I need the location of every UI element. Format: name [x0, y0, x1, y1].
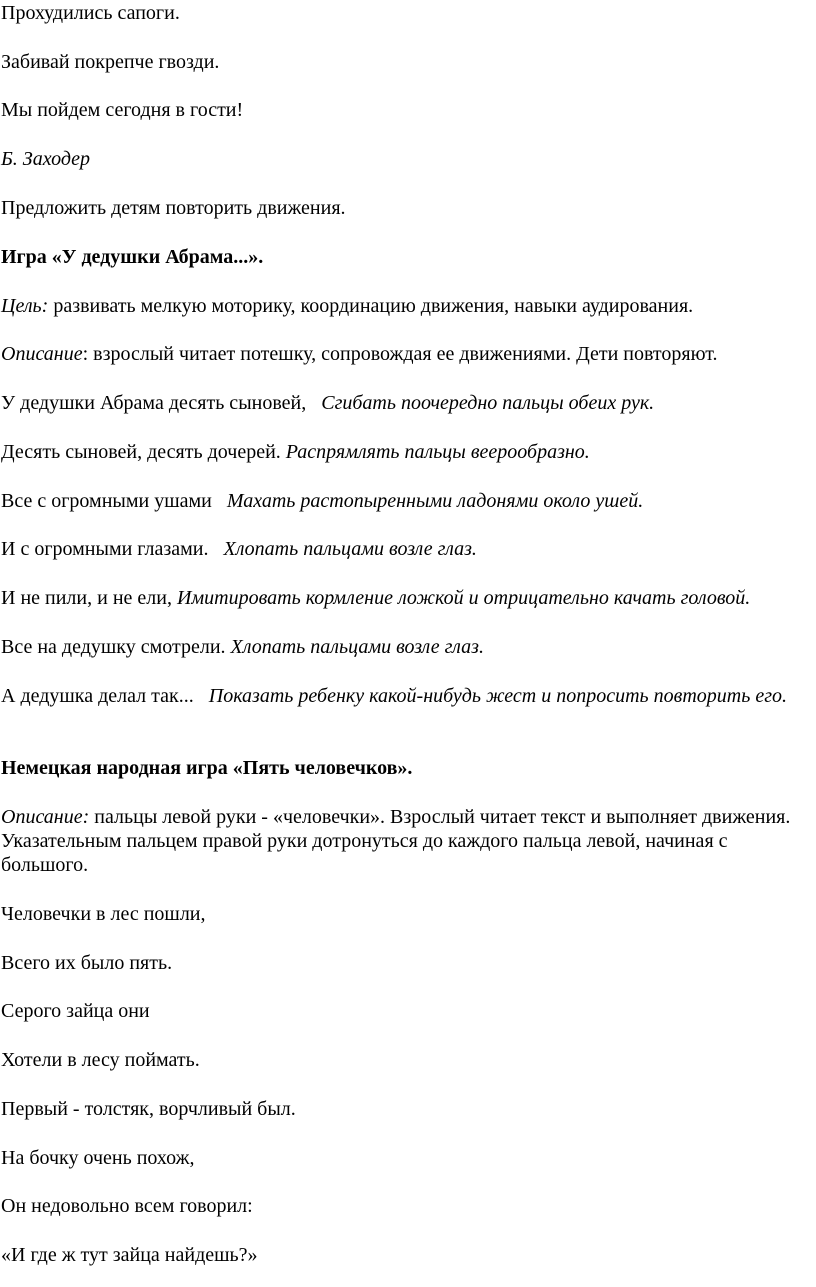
description-text: пальцы левой руки - «человечки». Взрослый читает текст и выполняет движения. Указательным пальцем правой руки дотронуться до каждого пальца левой, начиная с большого. [1, 806, 791, 876]
rhyme-text: А дедушка делал так... [1, 685, 194, 707]
poem-line: Мы пойдем сегодня в гости! [1, 99, 244, 121]
poem-line: Он недовольно всем говорил: [1, 1195, 253, 1217]
poem-line: Первый - толстяк, ворчливый был. [1, 1098, 296, 1120]
rhyme-action: Распрямлять пальцы веерообразно. [285, 441, 590, 463]
description-paragraph [1, 805, 804, 877]
description-label: Описание: [1, 806, 90, 828]
rhyme-action: Имитировать кормление ложкой и отрицательно качать головой. [176, 587, 751, 609]
rhyme-action: Хлопать пальцами возле глаз. [223, 538, 477, 560]
rhyme-text: Десять сыновей, десять дочерей. [1, 441, 281, 463]
rhyme-line [1, 489, 804, 513]
rhyme-action: Хлопать пальцами возле глаз. [230, 636, 484, 658]
poem-line: Забивай покрепче гвозди. [1, 51, 220, 73]
poem-line: Хотели в лесу поймать. [1, 1049, 200, 1071]
rhyme-action: Показать ребенку какой-нибудь жест и попросить повторить его. [208, 685, 788, 707]
poem-line: Прохудились сапоги. [1, 2, 180, 24]
rhyme-line [1, 586, 804, 610]
game-title: Игра «У дедушки Абрама...». [1, 246, 264, 268]
goal-paragraph [1, 294, 804, 318]
goal-text: развивать мелкую моторику, координацию движения, навыки аудирования. [48, 295, 694, 317]
rhyme-text: У дедушки Абрама десять сыновей, [1, 392, 307, 414]
poem-line: Всего их было пять. [1, 952, 173, 974]
poem-line: На бочку очень похож, [1, 1147, 195, 1169]
rhyme-text: И не пили, и не ели, [1, 587, 172, 609]
poem-line: Серого зайца они [1, 1000, 150, 1022]
author-name: Б. Заходер [1, 148, 91, 170]
description-paragraph [1, 342, 804, 366]
instruction-text: Предложить детям повторить движения. [1, 197, 346, 219]
rhyme-action: Махать растопыренными ладонями около ушей. [226, 490, 644, 512]
rhyme-text: Все на дедушку смотрели. [1, 636, 226, 658]
rhyme-text: И с огромными глазами. [1, 538, 209, 560]
description-text: : взрослый читает потешку, сопровождая ее движениями. Дети повторяют. [82, 343, 718, 365]
description-label: Описание [1, 343, 83, 365]
rhyme-line [1, 635, 804, 659]
rhyme-line [1, 440, 804, 464]
game-title: Немецкая народная игра «Пять человечков». [1, 757, 413, 779]
rhyme-line [1, 391, 804, 415]
poem-line: «И где ж тут зайца найдешь?» [1, 1244, 258, 1266]
rhyme-line [1, 684, 804, 708]
rhyme-text: Все с огромными ушами [1, 490, 212, 512]
goal-label: Цель: [1, 295, 49, 317]
rhyme-action: Сгибать поочередно пальцы обеих рук. [321, 392, 655, 414]
poem-line: Человечки в лес пошли, [1, 903, 206, 925]
rhyme-line [1, 537, 804, 561]
